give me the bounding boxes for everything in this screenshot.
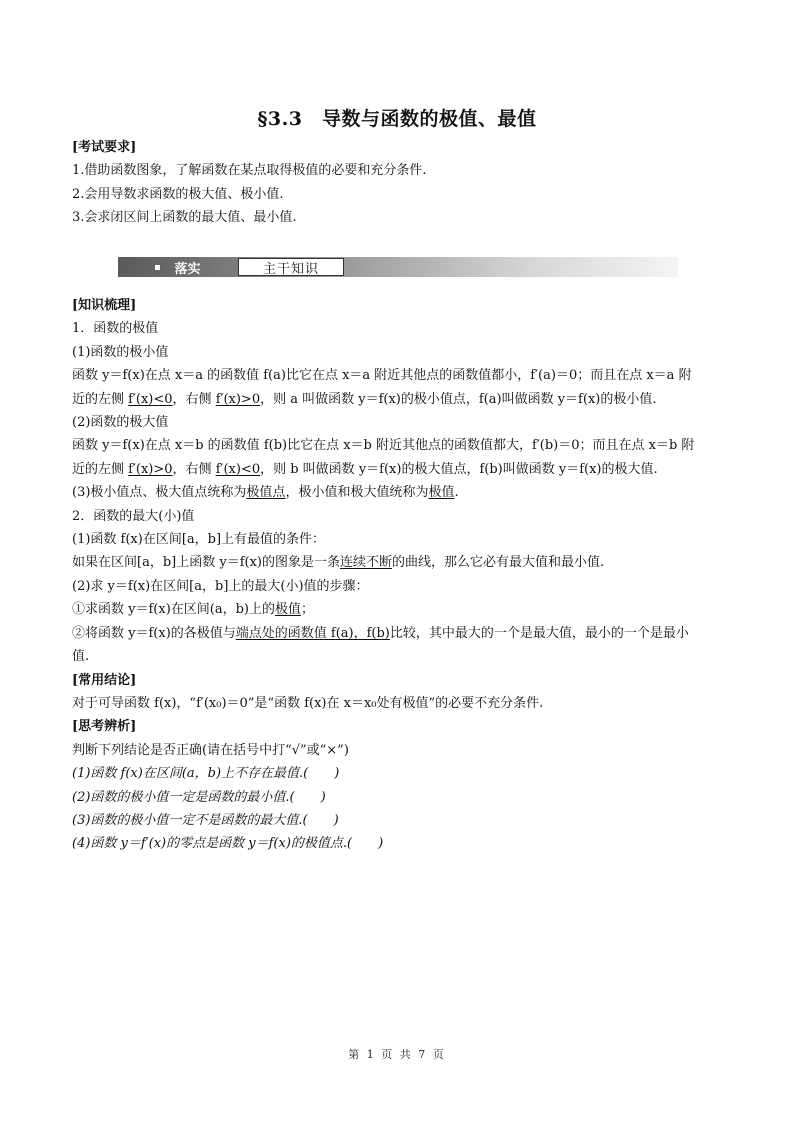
paragraph-line: 值. <box>72 649 90 665</box>
paragraph-line: 函数 y＝f(x)在点 x＝a 的函数值 f(a)比它在点 x＝a 附近其他点的函数值都小，f′(a)＝0；而且在点 x＝a 附 <box>72 368 692 384</box>
exam-requirements <box>72 136 722 230</box>
square-bullet-icon <box>155 265 160 270</box>
exam-item: 3.会求闭区间上函数的最大值、最小值. <box>72 210 297 226</box>
paragraph-line: (2)求 y＝f(x)在区间[a，b]上的最大(小)值的步骤： <box>72 578 369 594</box>
exam-item: 2.会用导数求函数的极大值、极小值. <box>72 186 284 202</box>
banner-label-text: 落实 <box>174 261 201 277</box>
answer-blank: 极值 <box>274 602 301 618</box>
subsection-title: (1)函数的极小值 <box>72 344 169 360</box>
paragraph-line <box>72 598 722 621</box>
text-run: (3)极小值点、极大值点统称为 <box>72 485 247 501</box>
answer-blank: 端点处的函数值 f(a)，f(b) <box>235 625 390 641</box>
text-run: 比较，其中最大的一个是最大值，最小的一个是最小 <box>389 625 689 641</box>
text-run: ①求函数 y＝f(x)在区间(a，b)上的 <box>72 602 275 618</box>
text-run: 的曲线，那么它必有最大值和最小值. <box>392 555 605 571</box>
text-run: ，则 b 叫做函数 y＝f(x)的极大值点，f(b)叫做函数 y＝f(x)的极大值. <box>260 461 658 477</box>
text-run: ，极小值和极大值统称为 <box>285 485 429 501</box>
paragraph-line <box>72 388 722 411</box>
knowledge-heading: [知识梳理] <box>72 298 137 313</box>
banner-label <box>118 257 238 277</box>
think-heading: [思考辨析] <box>72 719 137 735</box>
conclusion-text: 对于可导函数 f(x)，“f′(x₀)＝0”是“函数 f(x)在 x＝x₀处有极值”的必要不充分条件. <box>72 695 544 711</box>
judgement-item: (3)函数的极小值一定不是函数的最大值.( ) <box>72 812 339 828</box>
paragraph-line <box>72 551 722 574</box>
judgement-item: (2)函数的极小值一定是函数的最小值.( ) <box>72 789 326 805</box>
judgement-item: (4)函数 y＝f′(x)的零点是函数 y＝f(x)的极值点.( ) <box>72 836 384 852</box>
text-run: . <box>454 485 459 501</box>
paragraph-line <box>72 481 722 504</box>
answer-blank: f′(x)<0 <box>215 461 261 477</box>
text-run: ，右侧 <box>172 461 216 477</box>
section-banner <box>118 257 678 277</box>
text-run: ，右侧 <box>172 391 216 407</box>
paragraph-line <box>72 458 722 481</box>
page-footer: 第 1 页 共 7 页 <box>348 1048 446 1061</box>
paragraph-line <box>72 622 722 645</box>
paragraph-line: 函数 y＝f(x)在点 x＝b 的函数值 f(b)比它在点 x＝b 附近其他点的函数值都大，f′(b)＝0；而且在点 x＝b 附 <box>72 438 695 454</box>
answer-blank: 极值点 <box>246 485 286 501</box>
text-run: ； <box>301 602 315 618</box>
subsection-title: 2．函数的最大(小)值 <box>72 508 195 524</box>
subsection-title: (2)函数的极大值 <box>72 415 169 431</box>
conclusion-heading: [常用结论] <box>72 672 137 688</box>
think-intro: 判断下列结论是否正确(请在括号中打“√”或“×”) <box>72 742 349 758</box>
answer-blank: f′(x)<0 <box>128 391 173 407</box>
exam-item: 1.借助函数图象，了解函数在某点取得极值的必要和充分条件. <box>72 163 427 179</box>
exam-heading: [考试要求] <box>72 140 137 155</box>
judgement-item: (1)函数 f(x)在区间(a，b)上不存在最值.( ) <box>72 766 340 782</box>
page-title: §3.3 导数与函数的极值、最值 <box>257 108 537 130</box>
answer-blank: f′(x)>0 <box>215 391 261 407</box>
answer-blank: 极值 <box>428 485 455 501</box>
answer-blank: f′(x)>0 <box>128 461 173 477</box>
answer-blank: 连续不断 <box>339 555 392 571</box>
text-run: 如果在区间[a，b]上函数 y＝f(x)的图象是一条 <box>72 555 340 571</box>
banner-box: 主干知识 <box>238 258 344 276</box>
subsection-title: 1．函数的极值 <box>72 321 159 337</box>
paragraph-line: (1)函数 f(x)在区间[a，b]上有最值的条件： <box>72 532 326 548</box>
text-run: ②将函数 y＝f(x)的各极值与 <box>72 625 236 641</box>
knowledge-section <box>72 294 722 856</box>
text-run: 近的左侧 <box>72 461 129 477</box>
text-run: 近的左侧 <box>72 391 129 407</box>
text-run: ，则 a 叫做函数 y＝f(x)的极小值点，f(a)叫做函数 y＝f(x)的极小值. <box>260 391 657 407</box>
